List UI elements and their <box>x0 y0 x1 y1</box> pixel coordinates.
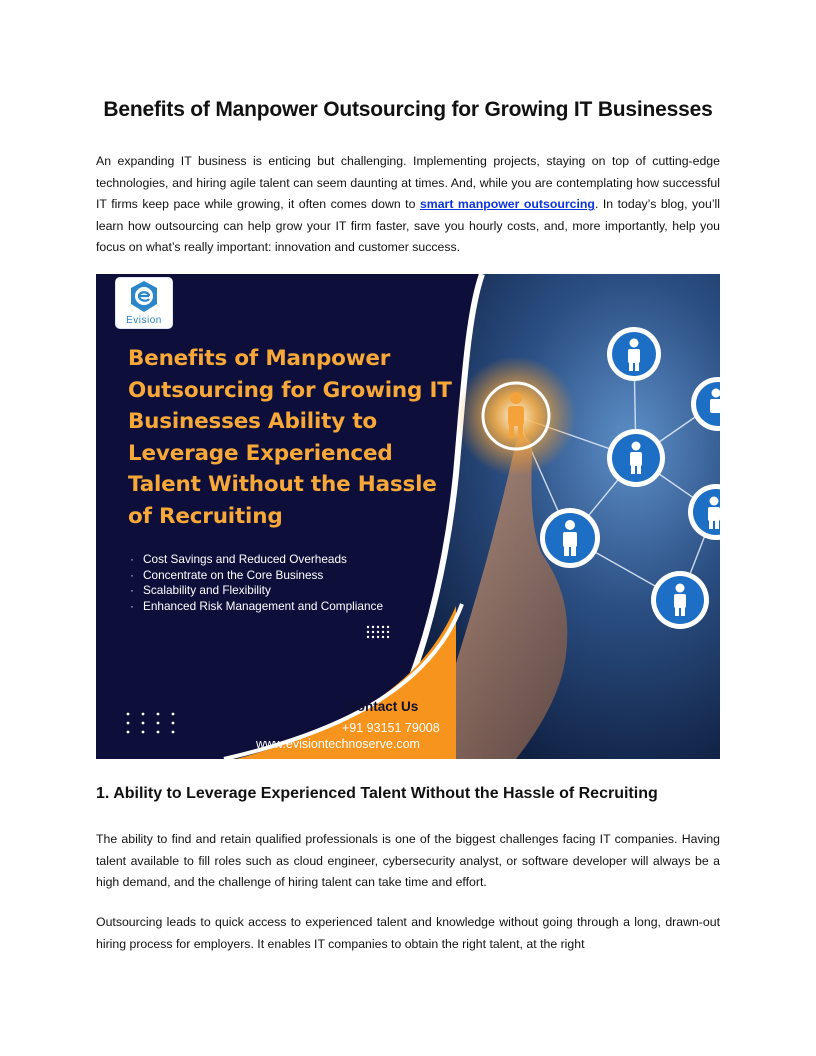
banner-bullet-item: · Scalability and Flexibility <box>130 583 271 598</box>
intro-text-after: . In today’s blog, you’ll learn how outsourcing can help grow your IT firm faster, save you hourly costs, and, more importantly, help you focus on what’s really important: innovation and customer success. <box>96 197 721 255</box>
section-paragraph-2: Outsourcing leads to quick access to experienced talent and knowledge without going through a long, drawn-out hiring process for employers. It enables IT companies to obtain the right talent, at the right <box>96 915 720 951</box>
contact-website: www.evisiontechnoserve.com <box>256 737 420 751</box>
contact-heading: Contact Us <box>347 699 419 714</box>
network-node-left-lower <box>540 508 600 568</box>
evision-logo-icon <box>116 278 172 318</box>
bullet-dot-icon: · <box>130 583 134 598</box>
contact-phone: +91 93151 79008 <box>342 721 440 735</box>
banner-bullet-list <box>130 552 383 614</box>
intro-text-before: An expanding IT business is enticing but challenging. Implementing projects, staying on top of cutting-edge technologies, and hiring agile talent can seem daunting at times. And, while you are contemplating how successful IT firms keep pace while growing, it often comes down to <box>96 154 720 212</box>
section-heading: 1. Ability to Leverage Experienced Talent Without the Hassle of Recruiting <box>96 785 658 802</box>
document-title: Benefits of Manpower Outsourcing for Growing IT Businesses <box>103 98 713 121</box>
smart-manpower-outsourcing-link[interactable]: smart manpower outsourcing <box>419 197 595 212</box>
evision-logo <box>116 278 172 328</box>
section-paragraph-1: The ability to find and retain qualified professionals is one of the biggest challenges facing IT companies. Having talent available to fill roles such as cloud engineer, cybersecurity analyst, or software developer will always be a high demand, and the challenge of hiring talent can take time and effort. <box>96 832 720 890</box>
bullet-dot-icon: · <box>130 552 134 566</box>
network-node-top <box>607 327 661 381</box>
banner-bullet-item: · Concentrate on the Core Business <box>130 567 324 582</box>
banner-bullet-item: · Cost Savings and Reduced Overheads <box>130 552 347 566</box>
network-node-bottom <box>651 571 709 629</box>
bullet-dot-icon: · <box>130 567 134 582</box>
bullet-dot-icon: · <box>130 598 134 613</box>
banner-bullet-item: · Enhanced Risk Management and Compliance <box>130 598 384 613</box>
network-node-center <box>607 429 665 487</box>
evision-logo-text: Evision <box>126 315 162 326</box>
intro-paragraph <box>96 151 720 259</box>
banner-image <box>96 274 720 759</box>
banner-title: Benefits of Manpower Outsourcing for Growing IT Businesses Ability to Leverage Experienced Talent Without the Hassle of Recruiting <box>128 346 452 529</box>
